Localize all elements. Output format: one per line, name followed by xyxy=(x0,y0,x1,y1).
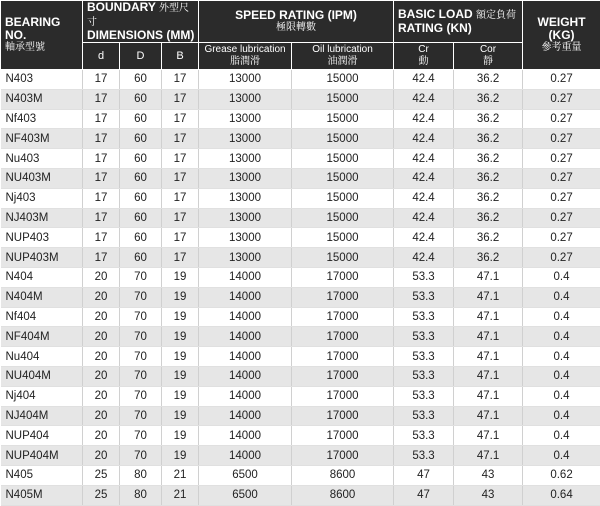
cell-weight: 0.27 xyxy=(523,109,600,129)
cell-cr: 53.3 xyxy=(394,287,454,307)
table-row xyxy=(1,109,600,129)
cell-b: 19 xyxy=(162,347,199,367)
cell-weight: 0.4 xyxy=(523,446,600,466)
cell-b: 19 xyxy=(162,366,199,386)
cell-name: NF403M xyxy=(1,129,83,149)
bearing-no-cn-label: 軸承型號 xyxy=(5,42,82,54)
cor-label: Cor xyxy=(454,44,522,56)
cell-grease: 13000 xyxy=(199,228,292,248)
cell-b: 19 xyxy=(162,386,199,406)
cell-grease: 13000 xyxy=(199,188,292,208)
cell-b: 19 xyxy=(162,406,199,426)
cell-name: N404M xyxy=(1,287,83,307)
cell-oil: 15000 xyxy=(292,149,394,169)
cell-oil: 15000 xyxy=(292,208,394,228)
cell-oil: 17000 xyxy=(292,347,394,367)
cell-name: NUP403M xyxy=(1,248,83,268)
cell-b: 21 xyxy=(162,485,199,505)
header-basic-load xyxy=(394,1,523,43)
cell-grease: 14000 xyxy=(199,327,292,347)
cell-b: 19 xyxy=(162,307,199,327)
cell-d-outer: 60 xyxy=(120,248,162,268)
cell-cr: 53.3 xyxy=(394,386,454,406)
cell-cr: 42.4 xyxy=(394,129,454,149)
cell-oil: 17000 xyxy=(292,446,394,466)
cell-oil: 8600 xyxy=(292,465,394,485)
cell-d: 17 xyxy=(83,129,120,149)
cell-weight: 0.4 xyxy=(523,327,600,347)
cell-oil: 15000 xyxy=(292,168,394,188)
cell-d: 25 xyxy=(83,485,120,505)
table-row xyxy=(1,386,600,406)
cell-grease: 14000 xyxy=(199,426,292,446)
cell-weight: 0.4 xyxy=(523,307,600,327)
cell-oil: 17000 xyxy=(292,406,394,426)
cell-d-outer: 70 xyxy=(120,307,162,327)
table-row xyxy=(1,188,600,208)
cell-name: Nj403 xyxy=(1,188,83,208)
cell-b: 17 xyxy=(162,149,199,169)
cell-d-outer: 70 xyxy=(120,406,162,426)
cell-cor: 47.1 xyxy=(454,406,523,426)
cell-name: NUP403 xyxy=(1,228,83,248)
cell-b: 19 xyxy=(162,267,199,287)
cell-oil: 17000 xyxy=(292,267,394,287)
cell-d: 20 xyxy=(83,327,120,347)
cell-weight: 0.62 xyxy=(523,465,600,485)
cell-oil: 15000 xyxy=(292,89,394,109)
table-row xyxy=(1,465,600,485)
table-row xyxy=(1,406,600,426)
cell-grease: 14000 xyxy=(199,446,292,466)
cell-cor: 47.1 xyxy=(454,287,523,307)
cell-oil: 15000 xyxy=(292,109,394,129)
table-row xyxy=(1,149,600,169)
cell-grease: 13000 xyxy=(199,109,292,129)
header-grease xyxy=(199,43,292,70)
cell-d-outer: 60 xyxy=(120,168,162,188)
cell-d: 20 xyxy=(83,406,120,426)
cell-name: NF404M xyxy=(1,327,83,347)
cell-grease: 13000 xyxy=(199,89,292,109)
cell-cor: 36.2 xyxy=(454,109,523,129)
cell-weight: 0.27 xyxy=(523,208,600,228)
table-row xyxy=(1,208,600,228)
cell-b: 17 xyxy=(162,70,199,90)
dimensions-label: DIMENSIONS (MM) xyxy=(87,29,198,42)
cell-b: 17 xyxy=(162,168,199,188)
table-row xyxy=(1,89,600,109)
cell-oil: 15000 xyxy=(292,129,394,149)
cell-grease: 14000 xyxy=(199,406,292,426)
cell-d-outer: 60 xyxy=(120,228,162,248)
cell-grease: 14000 xyxy=(199,307,292,327)
cell-weight: 0.4 xyxy=(523,426,600,446)
cell-d: 17 xyxy=(83,89,120,109)
grease-cn-label: 脂潤滑 xyxy=(199,56,291,68)
cell-name: N405M xyxy=(1,485,83,505)
cell-cr: 53.3 xyxy=(394,307,454,327)
cell-d-outer: 70 xyxy=(120,386,162,406)
cell-name: Nu403 xyxy=(1,149,83,169)
header-weight xyxy=(523,1,600,70)
cell-weight: 0.27 xyxy=(523,70,600,90)
cell-d-outer: 60 xyxy=(120,149,162,169)
table-row xyxy=(1,70,600,90)
cell-b: 17 xyxy=(162,129,199,149)
cell-weight: 0.4 xyxy=(523,386,600,406)
cell-b: 17 xyxy=(162,109,199,129)
header-oil xyxy=(292,43,394,70)
cell-weight: 0.27 xyxy=(523,149,600,169)
cell-oil: 15000 xyxy=(292,70,394,90)
bearing-no-label: BEARING NO. xyxy=(5,16,82,42)
oil-label: Oil lubrication xyxy=(292,44,393,56)
cell-b: 21 xyxy=(162,465,199,485)
rating-kn-label: RATING (KN) xyxy=(398,22,522,35)
cell-grease: 14000 xyxy=(199,366,292,386)
cell-name: NU404M xyxy=(1,366,83,386)
cell-cr: 53.3 xyxy=(394,366,454,386)
cell-weight: 0.27 xyxy=(523,248,600,268)
cell-oil: 17000 xyxy=(292,307,394,327)
cell-cr: 42.4 xyxy=(394,109,454,129)
header-d: d xyxy=(83,43,120,70)
oil-cn-label: 油潤滑 xyxy=(292,56,393,68)
cell-grease: 6500 xyxy=(199,485,292,505)
cell-cor: 36.2 xyxy=(454,129,523,149)
cr-label: Cr xyxy=(394,44,453,56)
cell-cr: 53.3 xyxy=(394,327,454,347)
cell-d-outer: 60 xyxy=(120,188,162,208)
table-row xyxy=(1,248,600,268)
cell-b: 17 xyxy=(162,248,199,268)
cor-cn-label: 靜 xyxy=(454,56,522,68)
cell-oil: 17000 xyxy=(292,386,394,406)
cell-name: N405 xyxy=(1,465,83,485)
cell-b: 17 xyxy=(162,228,199,248)
grease-label: Grease lubrication xyxy=(199,44,291,56)
cell-cor: 36.2 xyxy=(454,168,523,188)
cell-weight: 0.27 xyxy=(523,168,600,188)
cell-grease: 13000 xyxy=(199,70,292,90)
table-body xyxy=(1,70,600,506)
cell-grease: 13000 xyxy=(199,129,292,149)
cell-cor: 36.2 xyxy=(454,89,523,109)
cell-d: 20 xyxy=(83,426,120,446)
cell-cor: 36.2 xyxy=(454,70,523,90)
cell-cr: 53.3 xyxy=(394,267,454,287)
cell-weight: 0.4 xyxy=(523,347,600,367)
cell-cor: 47.1 xyxy=(454,347,523,367)
cell-cr: 42.4 xyxy=(394,208,454,228)
cell-cr: 53.3 xyxy=(394,347,454,367)
table-row xyxy=(1,287,600,307)
cell-d: 17 xyxy=(83,168,120,188)
table-row xyxy=(1,168,600,188)
cell-b: 19 xyxy=(162,446,199,466)
cell-b: 17 xyxy=(162,89,199,109)
cell-d-outer: 60 xyxy=(120,109,162,129)
cell-d-outer: 70 xyxy=(120,446,162,466)
cell-oil: 17000 xyxy=(292,327,394,347)
cell-grease: 13000 xyxy=(199,149,292,169)
cell-cr: 42.4 xyxy=(394,188,454,208)
cell-d: 20 xyxy=(83,366,120,386)
cell-name: NU403M xyxy=(1,168,83,188)
table-row xyxy=(1,347,600,367)
cell-cr: 53.3 xyxy=(394,406,454,426)
cell-weight: 0.4 xyxy=(523,287,600,307)
speed-label: SPEED RATING (IPM) xyxy=(199,9,393,22)
cell-cr: 42.4 xyxy=(394,70,454,90)
cell-grease: 14000 xyxy=(199,287,292,307)
cell-cor: 43 xyxy=(454,485,523,505)
cell-cor: 47.1 xyxy=(454,386,523,406)
cell-b: 17 xyxy=(162,208,199,228)
cell-d: 25 xyxy=(83,465,120,485)
cell-name: NUP404M xyxy=(1,446,83,466)
cell-d: 17 xyxy=(83,188,120,208)
cell-d-outer: 70 xyxy=(120,347,162,367)
cell-grease: 13000 xyxy=(199,168,292,188)
table-row xyxy=(1,446,600,466)
table-row xyxy=(1,228,600,248)
cell-d: 17 xyxy=(83,248,120,268)
cell-d: 17 xyxy=(83,228,120,248)
header-boundary xyxy=(83,1,199,43)
table-row xyxy=(1,366,600,386)
weight-cn-label: 參考重量 xyxy=(523,42,600,54)
cell-cr: 42.4 xyxy=(394,228,454,248)
cell-grease: 14000 xyxy=(199,267,292,287)
cell-name: N404 xyxy=(1,267,83,287)
cell-weight: 0.4 xyxy=(523,366,600,386)
cell-cr: 42.4 xyxy=(394,248,454,268)
cell-grease: 14000 xyxy=(199,347,292,367)
cell-d: 20 xyxy=(83,386,120,406)
speed-cn-label: 極限轉數 xyxy=(199,22,393,34)
cell-cor: 47.1 xyxy=(454,267,523,287)
basic-load-cn-label: 額定負荷 xyxy=(476,10,516,21)
cell-name: NUP404 xyxy=(1,426,83,446)
cell-cor: 47.1 xyxy=(454,446,523,466)
cell-oil: 8600 xyxy=(292,485,394,505)
cell-oil: 17000 xyxy=(292,426,394,446)
cell-cor: 36.2 xyxy=(454,248,523,268)
cell-oil: 15000 xyxy=(292,188,394,208)
header-B: B xyxy=(162,43,199,70)
cell-d-outer: 60 xyxy=(120,208,162,228)
boundary-line xyxy=(87,1,198,29)
cell-d: 17 xyxy=(83,109,120,129)
cell-oil: 17000 xyxy=(292,287,394,307)
cell-weight: 0.27 xyxy=(523,188,600,208)
cell-d-outer: 60 xyxy=(120,70,162,90)
header-row-main xyxy=(1,1,600,43)
cell-d-outer: 70 xyxy=(120,426,162,446)
cell-name: NJ404M xyxy=(1,406,83,426)
cell-d: 20 xyxy=(83,287,120,307)
basic-load-line xyxy=(398,8,522,22)
cell-name: Nj404 xyxy=(1,386,83,406)
cell-d: 20 xyxy=(83,307,120,327)
cell-name: Nu404 xyxy=(1,347,83,367)
cell-name: Nf404 xyxy=(1,307,83,327)
cell-name: NJ403M xyxy=(1,208,83,228)
cell-b: 19 xyxy=(162,426,199,446)
cell-d: 20 xyxy=(83,267,120,287)
cell-cr: 53.3 xyxy=(394,426,454,446)
cell-d-outer: 70 xyxy=(120,366,162,386)
cell-grease: 6500 xyxy=(199,465,292,485)
cell-name: N403 xyxy=(1,70,83,90)
header-speed-rating xyxy=(199,1,394,43)
header-D: D xyxy=(120,43,162,70)
cell-grease: 13000 xyxy=(199,248,292,268)
cell-weight: 0.27 xyxy=(523,228,600,248)
table-row xyxy=(1,485,600,505)
cell-d: 17 xyxy=(83,149,120,169)
boundary-cn-label: 外型尺寸 xyxy=(87,3,189,28)
cell-cr: 42.4 xyxy=(394,89,454,109)
header-row-sub xyxy=(1,43,600,70)
cell-d-outer: 80 xyxy=(120,465,162,485)
table-row xyxy=(1,327,600,347)
cell-d: 17 xyxy=(83,70,120,90)
header-cr xyxy=(394,43,454,70)
cell-b: 19 xyxy=(162,327,199,347)
cell-cor: 36.2 xyxy=(454,188,523,208)
cell-cr: 42.4 xyxy=(394,168,454,188)
basic-load-label: BASIC LOAD xyxy=(398,7,473,21)
cell-d-outer: 80 xyxy=(120,485,162,505)
cell-cor: 36.2 xyxy=(454,228,523,248)
cell-cor: 47.1 xyxy=(454,327,523,347)
boundary-label: BOUNDARY xyxy=(87,0,156,14)
cell-b: 17 xyxy=(162,188,199,208)
cell-cor: 36.2 xyxy=(454,149,523,169)
cell-grease: 14000 xyxy=(199,386,292,406)
cell-weight: 0.4 xyxy=(523,406,600,426)
table-row xyxy=(1,129,600,149)
cell-weight: 0.27 xyxy=(523,89,600,109)
cell-oil: 15000 xyxy=(292,228,394,248)
cell-d-outer: 60 xyxy=(120,129,162,149)
cell-cr: 47 xyxy=(394,465,454,485)
cell-d-outer: 70 xyxy=(120,267,162,287)
cell-name: Nf403 xyxy=(1,109,83,129)
cell-cr: 47 xyxy=(394,485,454,505)
header-cor xyxy=(454,43,523,70)
cell-b: 19 xyxy=(162,287,199,307)
cell-cr: 42.4 xyxy=(394,149,454,169)
cell-weight: 0.64 xyxy=(523,485,600,505)
table-row xyxy=(1,267,600,287)
cell-d: 17 xyxy=(83,208,120,228)
cell-name: N403M xyxy=(1,89,83,109)
cell-d-outer: 70 xyxy=(120,327,162,347)
cell-cor: 36.2 xyxy=(454,208,523,228)
cell-oil: 15000 xyxy=(292,248,394,268)
cell-d-outer: 60 xyxy=(120,89,162,109)
cell-cor: 47.1 xyxy=(454,426,523,446)
cell-grease: 13000 xyxy=(199,208,292,228)
cell-weight: 0.27 xyxy=(523,129,600,149)
weight-label: WEIGHT (KG) xyxy=(523,16,600,42)
cell-d: 20 xyxy=(83,347,120,367)
cell-weight: 0.4 xyxy=(523,267,600,287)
cell-d: 20 xyxy=(83,446,120,466)
cr-cn-label: 動 xyxy=(394,56,453,68)
cell-oil: 17000 xyxy=(292,366,394,386)
header-bearing-no xyxy=(1,1,83,70)
cell-cor: 47.1 xyxy=(454,366,523,386)
cell-cr: 53.3 xyxy=(394,446,454,466)
cell-cor: 43 xyxy=(454,465,523,485)
table-row xyxy=(1,426,600,446)
cell-d-outer: 70 xyxy=(120,287,162,307)
table-row xyxy=(1,307,600,327)
cell-cor: 47.1 xyxy=(454,307,523,327)
